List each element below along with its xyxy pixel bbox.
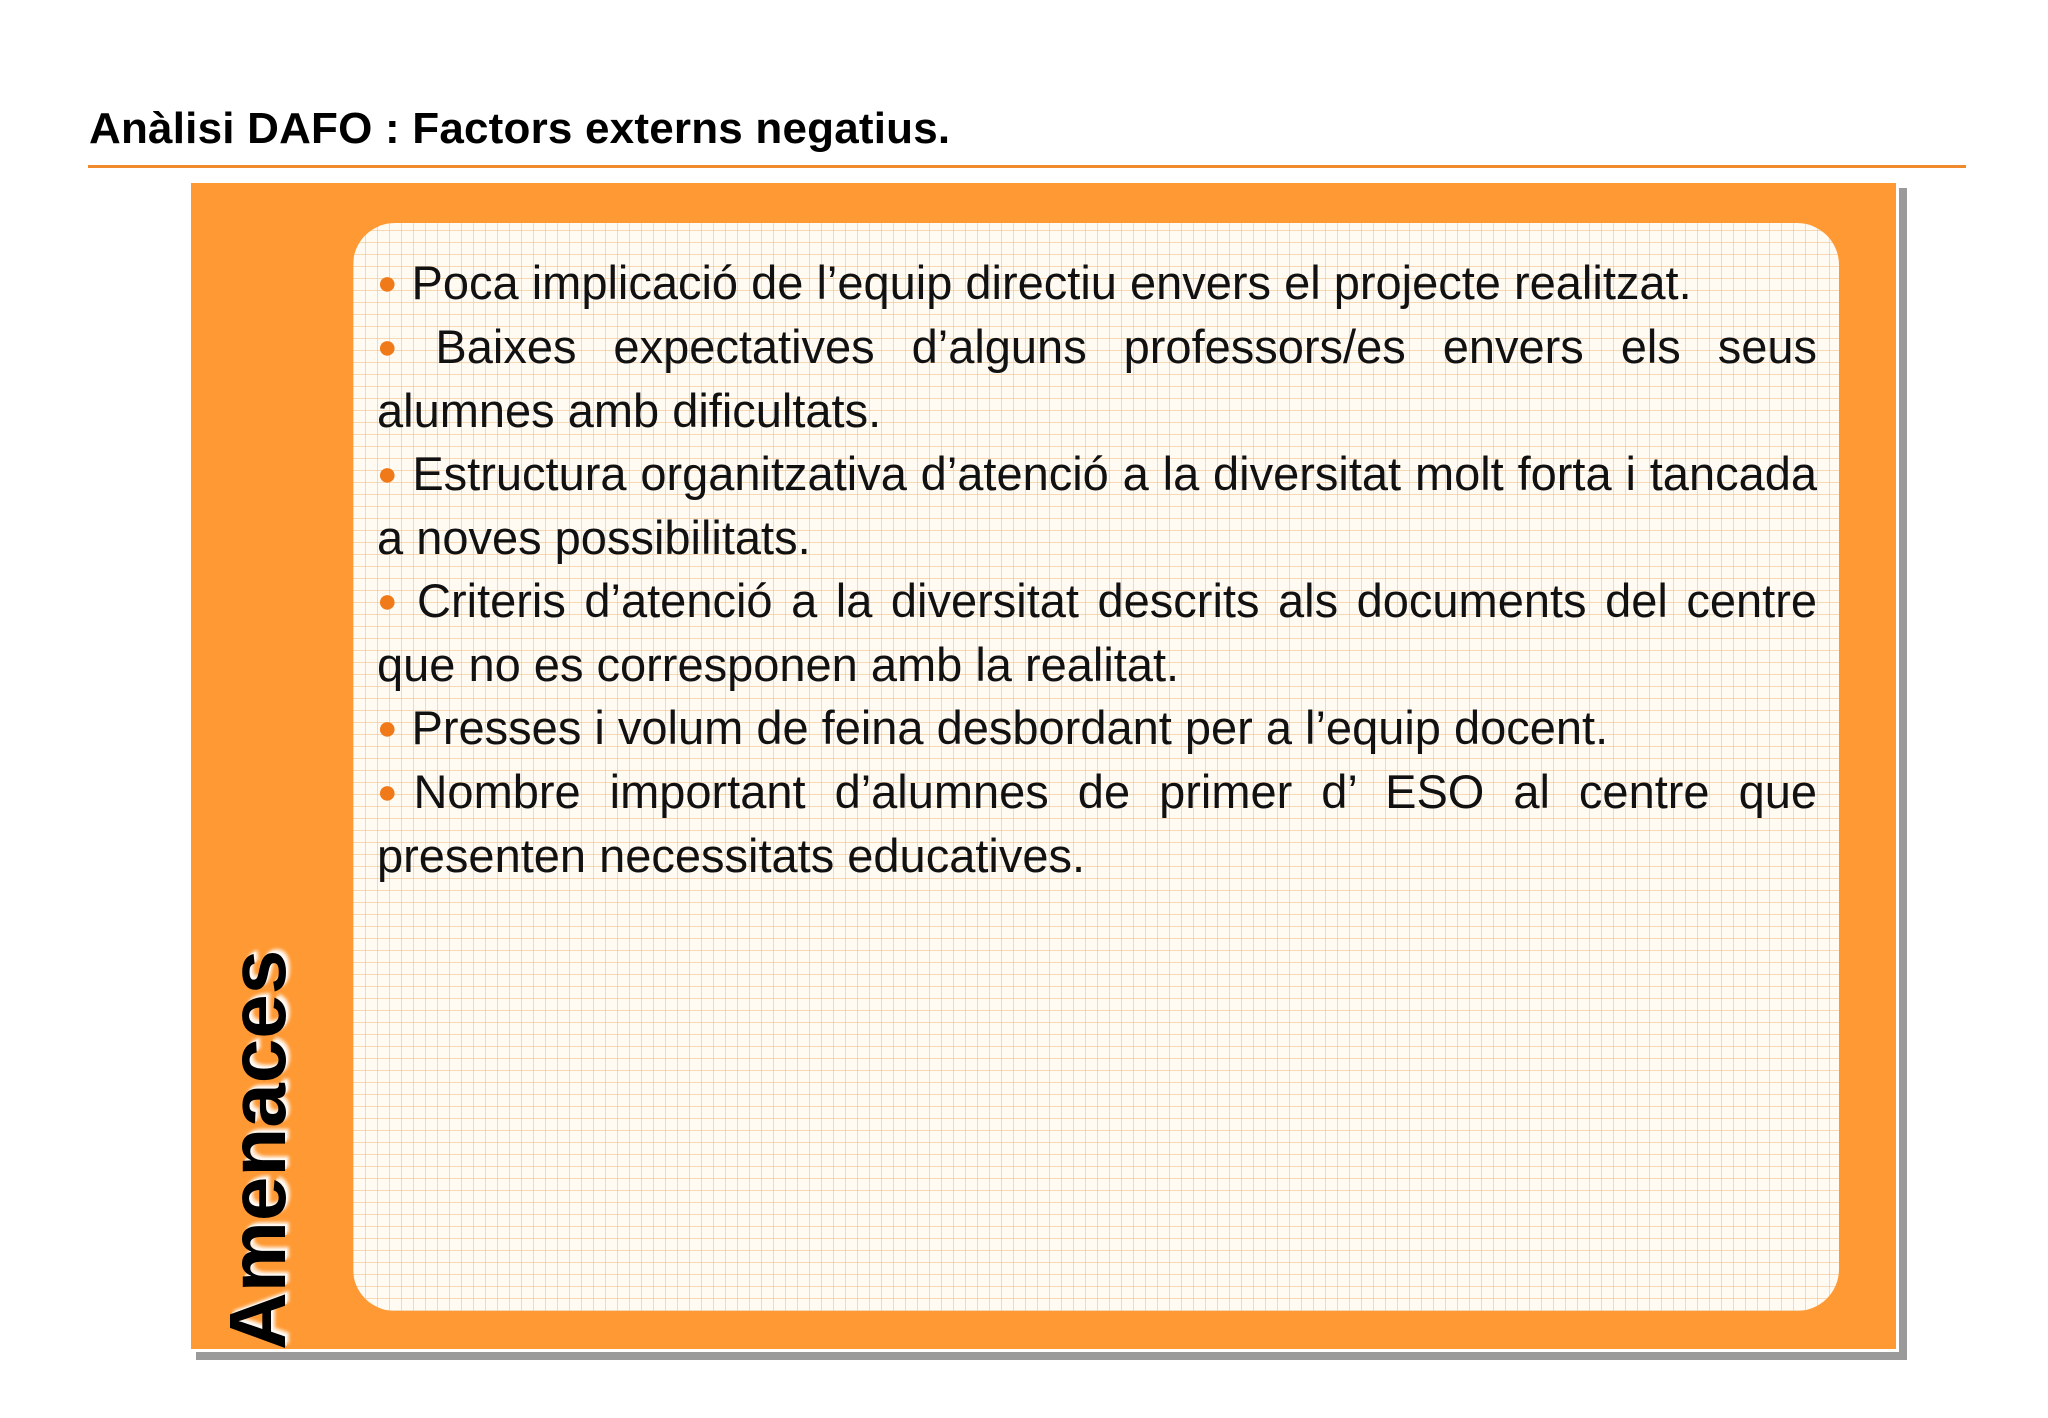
slide-title: Anàlisi DAFO : Factors externs negatius. <box>89 104 951 153</box>
threats-text-box <box>353 223 1839 1311</box>
bullet-icon: ● <box>377 773 414 811</box>
list-item-text: Baixes expectatives d’alguns professors/es envers els seus alumnes amb dificultats. <box>377 320 1817 437</box>
bullet-icon: ● <box>377 328 422 366</box>
list-item-text: Poca implicació de l’equip directiu envers el projecte realitzat. <box>411 256 1692 309</box>
list-item-text: Criteris d’atenció a la diversitat descrits als documents del centre que no es corresponen amb la realitat. <box>377 574 1817 691</box>
bullet-icon: ● <box>377 709 398 747</box>
bullet-icon: ● <box>377 582 404 620</box>
panel-side-label: Amenaces <box>213 949 302 1350</box>
bullet-icon: ● <box>377 455 399 493</box>
list-item-text: Estructura organitzativa d’atenció a la diversitat molt forta i tancada a noves possibilitats. <box>377 447 1817 564</box>
bullet-icon: ● <box>377 264 398 302</box>
list-item-text: Presses i volum de feina desbordant per a l’equip docent. <box>411 701 1609 754</box>
threats-list <box>377 251 1817 887</box>
list-item <box>377 696 1817 760</box>
list-item <box>377 442 1817 569</box>
list-item <box>377 251 1817 315</box>
list-item <box>377 760 1817 887</box>
list-item-text: Nombre important d’alumnes de primer d’ ESO al centre que presenten necessitats educatives. <box>377 765 1817 882</box>
title-divider <box>88 165 1966 168</box>
list-item <box>377 569 1817 696</box>
list-item <box>377 315 1817 442</box>
